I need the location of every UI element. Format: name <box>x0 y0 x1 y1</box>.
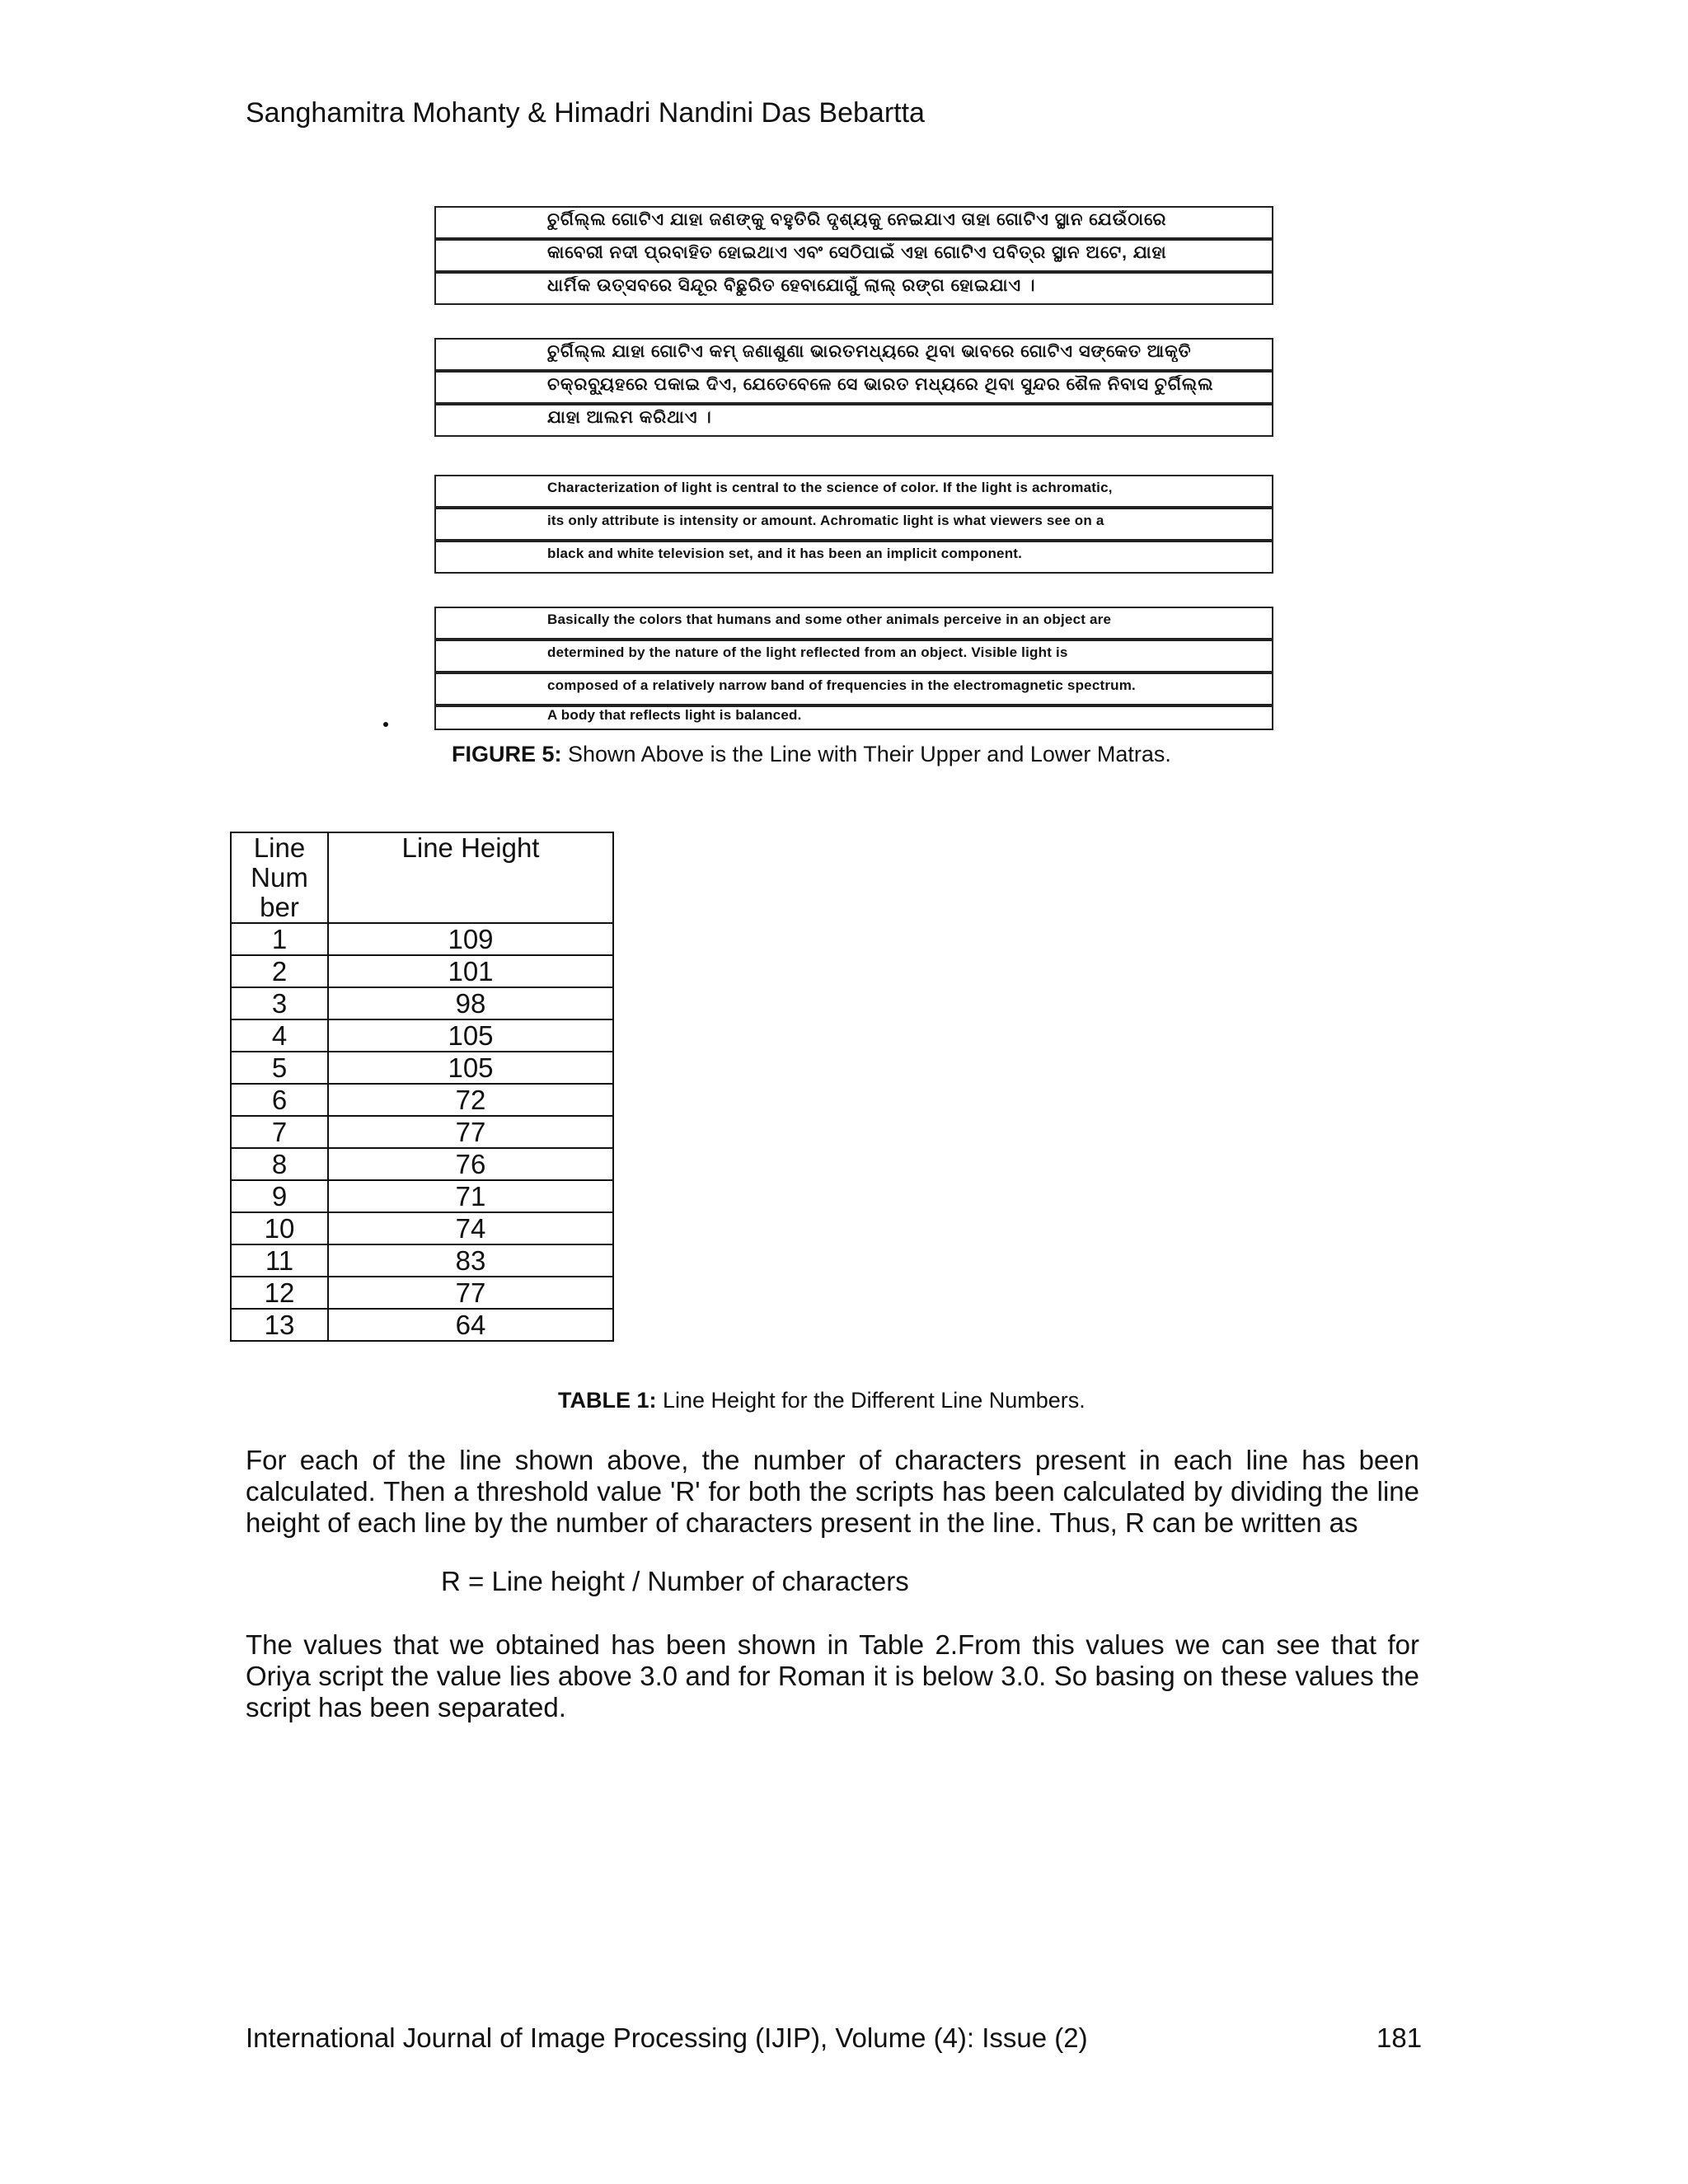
figure-line-text: black and white television set, and it has been an implicit component. <box>547 546 1023 561</box>
figure-line-text: determined by the nature of the light reflected from an object. Visible light is <box>547 644 1068 660</box>
stray-dot <box>383 722 388 727</box>
figure-line <box>434 705 1273 730</box>
cell-line-height: 98 <box>328 987 613 1019</box>
figure-line-text: its only attribute is intensity or amount. Achromatic light is what viewers see on a <box>547 513 1104 528</box>
table-row <box>231 1180 613 1212</box>
figure-line <box>434 475 1273 508</box>
table-row <box>231 1116 613 1148</box>
cell-line-number: 2 <box>231 955 328 987</box>
cell-line-number: 12 <box>231 1277 328 1309</box>
table-row <box>231 923 613 955</box>
table-row <box>231 1052 613 1084</box>
cell-line-height: 71 <box>328 1180 613 1212</box>
figure-paragraph-oriya-2 <box>434 338 1273 437</box>
figure-line <box>434 404 1273 437</box>
cell-line-number: 7 <box>231 1116 328 1148</box>
header-fragment: Line <box>253 832 306 863</box>
table-row <box>231 987 613 1019</box>
figure-line-text: composed of a relatively narrow band of frequencies in the electromagnetic spectrum. <box>547 677 1136 693</box>
cell-line-height: 105 <box>328 1052 613 1084</box>
body-paragraph-2: The values that we obtained has been shown in Table 2.From this values we can see that for Oriya script the value lies above 3.0 and for Roman it is below 3.0. So basing on these values the script has been separated. <box>246 1629 1419 1722</box>
running-header: Sanghamitra Mohanty & Himadri Nandini Das Bebartta <box>246 97 925 129</box>
figure-line-text: ଧାର୍ମିକ ଉତ୍ସବରେ ସିନ୍ଦୂର ବିଛୁରିତ ହେବାଯୋଗୁଁ ଲାଲ୍ ରଙ୍ଗ ହୋଇଯାଏ । <box>547 276 1036 295</box>
figure-line <box>434 541 1273 574</box>
figure-line-text: Characterization of light is central to the science of color. If the light is achromatic, <box>547 480 1113 495</box>
table-caption-label: TABLE 1: <box>558 1388 657 1413</box>
figure-paragraph-roman-1 <box>434 475 1273 574</box>
line-height-table <box>230 832 614 1342</box>
cell-line-number: 9 <box>231 1180 328 1212</box>
figure-line-text: ଚୁର୍ଗିଲ୍ଲ ଗୋଟିଏ ଯାହା ଜଣଙ୍କୁ ବହୁତିରି ଦୃଶ୍ୟକୁ ନେଇଯାଏ ତାହା ଗୋଟିଏ ସ୍ଥାନ ଯେଉଁଠାରେ <box>547 210 1167 229</box>
cell-line-number: 1 <box>231 923 328 955</box>
cell-line-height: 64 <box>328 1309 613 1341</box>
figure-line <box>434 338 1273 371</box>
cell-line-number: 3 <box>231 987 328 1019</box>
figure-line-text: କାବେରୀ ନଦୀ ପ୍ରବାହିତ ହୋଇଥାଏ ଏବଂ ସେଠିପାଇଁ ଏହା ଗୋଟିଏ ପବିତ୍ର ସ୍ଥାନ ଅଟେ, ଯାହା <box>547 243 1167 262</box>
cell-line-number: 5 <box>231 1052 328 1084</box>
cell-line-number: 10 <box>231 1212 328 1244</box>
cell-line-height: 77 <box>328 1277 613 1309</box>
figure-line <box>434 640 1273 673</box>
table-caption-text: Line Height for the Different Line Numbers. <box>656 1388 1085 1413</box>
figure-line <box>434 673 1273 705</box>
figure-5-image <box>434 206 1273 730</box>
cell-line-height: 72 <box>328 1084 613 1116</box>
cell-line-height: 109 <box>328 923 613 955</box>
cell-line-height: 74 <box>328 1212 613 1244</box>
table-row <box>231 1309 613 1341</box>
figure-caption-label: FIGURE 5: <box>452 742 562 766</box>
figure-paragraph-roman-2 <box>434 607 1273 730</box>
body-paragraph-1: For each of the line shown above, the number of characters present in each line has been calculated. Then a threshold value 'R' for both the scripts has been calculated by dividing the line height of each line by the number of characters present in the line. Thus, R can be written as <box>246 1445 1419 1538</box>
table-row <box>231 1148 613 1180</box>
cell-line-number: 4 <box>231 1019 328 1052</box>
table-header-row <box>231 832 613 923</box>
cell-line-height: 101 <box>328 955 613 987</box>
table-row <box>231 1212 613 1244</box>
figure-paragraph-oriya-1 <box>434 206 1273 305</box>
header-fragment: Num <box>251 862 308 893</box>
formula: R = Line height / Number of characters <box>441 1566 909 1596</box>
table-row <box>231 1084 613 1116</box>
figure-line <box>434 206 1273 239</box>
figure-line <box>434 508 1273 541</box>
table-header-line-number <box>231 832 328 923</box>
table-row <box>231 955 613 987</box>
figure-line <box>434 371 1273 404</box>
cell-line-height: 105 <box>328 1019 613 1052</box>
figure-line <box>434 239 1273 272</box>
cell-line-number: 13 <box>231 1309 328 1341</box>
figure-line <box>434 272 1273 305</box>
figure-line-text: ଯାହା ଆଲମ କରିଥାଏ । <box>547 408 712 427</box>
cell-line-height: 77 <box>328 1116 613 1148</box>
figure-caption <box>452 742 1171 767</box>
cell-line-height: 76 <box>328 1148 613 1180</box>
figure-line-text: Basically the colors that humans and some other animals perceive in an object are <box>547 612 1112 627</box>
figure-line-text: A body that reflects light is balanced. <box>547 707 802 723</box>
figure-caption-text: Shown Above is the Line with Their Upper and Lower Matras. <box>561 742 1171 766</box>
table-header-line-height: Line Height <box>328 832 613 923</box>
cell-line-number: 8 <box>231 1148 328 1180</box>
table-caption <box>558 1388 1085 1413</box>
figure-line-text: ଚୁର୍ଗିଲ୍ଲ ଯାହା ଗୋଟିଏ କମ୍ ଜଣାଶୁଣା ଭାରତମଧ୍ୟରେ ଥିବା ଭାବରେ ଗୋଟିଏ ସଙ୍କେତ ଆକୃତି <box>547 342 1192 361</box>
figure-line-text: ଚକ୍ରବ୍ୟୁହରେ ପକାଇ ଦିଏ, ଯେତେବେଳେ ସେ ଭାରତ ମଧ୍ୟରେ ଥିବା ସୁନ୍ଦର ଶୈଳ ନିବାସ ଚୁର୍ଗିଲ୍ଲ <box>547 375 1214 394</box>
header-fragment: ber <box>260 892 299 922</box>
table-row <box>231 1019 613 1052</box>
page-number: 181 <box>1376 2022 1423 2053</box>
footer-journal: International Journal of Image Processing (IJIP), Volume (4): Issue (2) <box>246 2022 1088 2053</box>
figure-line <box>434 607 1273 640</box>
cell-line-number: 6 <box>231 1084 328 1116</box>
cell-line-height: 83 <box>328 1244 613 1277</box>
cell-line-number: 11 <box>231 1244 328 1277</box>
table-row <box>231 1277 613 1309</box>
table-row <box>231 1244 613 1277</box>
